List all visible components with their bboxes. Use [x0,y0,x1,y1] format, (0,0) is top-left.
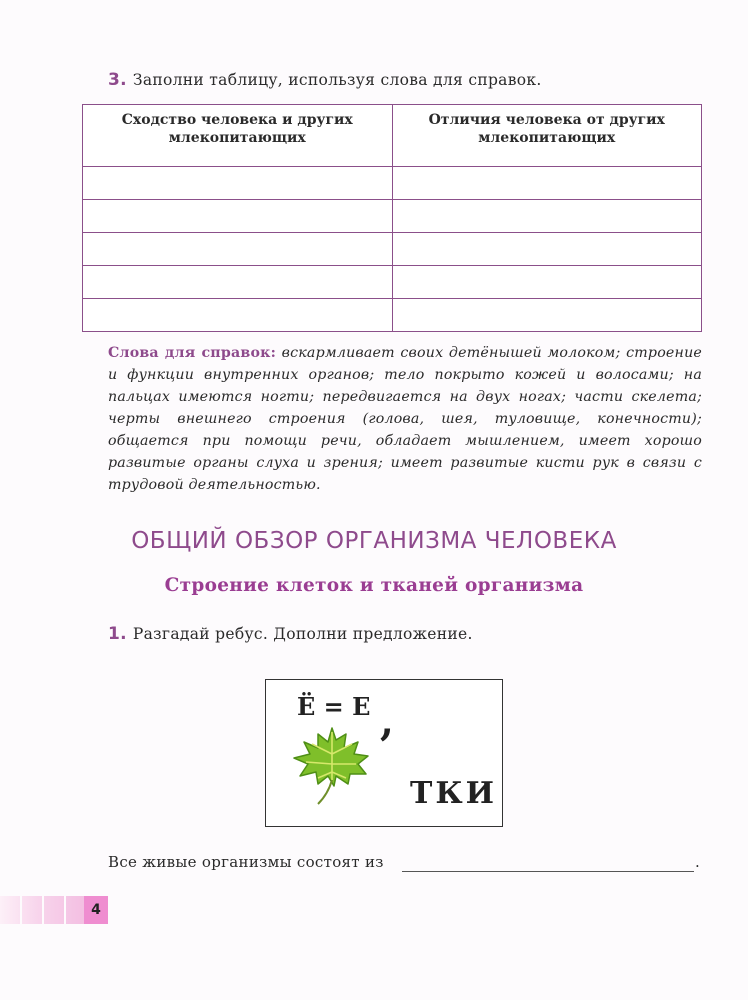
header-similarities: Сходство человека и других млекопитающих [83,105,393,167]
table-cell[interactable] [83,266,393,299]
reference-text: вскармливает своих детёнышей молоком; строение и функции внутренних органов; тело покрыто кожей и волосами; на пальцах имеются ногти; передвигается на двух ногах; части скелета; черты внешнего строения (голова, шея, туловище, конечности); общается при помощи речи, обладает мышлением, имеет хорошо развитые органы слуха и зрения; имеет развитые кисти рук в связи с трудовой деятельностью. [108,345,703,493]
table-cell[interactable] [392,233,702,266]
task-number: 3. [108,70,127,90]
task-instruction: Разгадай ребус. Дополни предложение. [132,625,473,643]
rebus-equation: Ё = Е [297,692,371,721]
comparison-table [82,104,702,332]
table-cell[interactable] [83,233,393,266]
sentence-end: . [695,853,700,871]
header-differences: Отличия человека от других млекопитающих [392,105,702,167]
table-cell[interactable] [392,266,702,299]
section-title: Строение клеток и тканей организма [164,575,584,596]
table-row [83,233,702,266]
table-row [83,200,702,233]
chapter-title: ОБЩИЙ ОБЗОР ОРГАНИЗМА ЧЕЛОВЕКА [131,528,617,554]
rebus-suffix: ТКИ [410,776,497,811]
fill-sentence: Все живые организмы состоят из [108,853,384,871]
answer-blank[interactable] [402,871,694,872]
strip-divider [20,896,22,924]
table-row [83,266,702,299]
task-number: 1. [108,624,127,644]
rebus-box [265,679,503,827]
table-cell[interactable] [83,167,393,200]
reference-label: Слова для справок: [108,345,277,361]
task-instruction: Заполни таблицу, используя слова для справок. [132,71,542,89]
table-row [83,167,702,200]
task-3 [108,70,542,90]
page-number: 4 [84,896,108,924]
table-cell[interactable] [392,167,702,200]
table-cell[interactable] [392,299,702,332]
reference-words [108,342,702,496]
maple-leaf-icon [288,724,374,812]
table-row [83,299,702,332]
table-cell[interactable] [83,200,393,233]
table-cell[interactable] [392,200,702,233]
table-cell[interactable] [83,299,393,332]
task-1 [108,624,473,644]
table-header-row [83,105,702,167]
page-tab-strip [0,896,84,924]
strip-divider [64,896,66,924]
rebus-comma: , [380,698,394,745]
strip-divider [42,896,44,924]
